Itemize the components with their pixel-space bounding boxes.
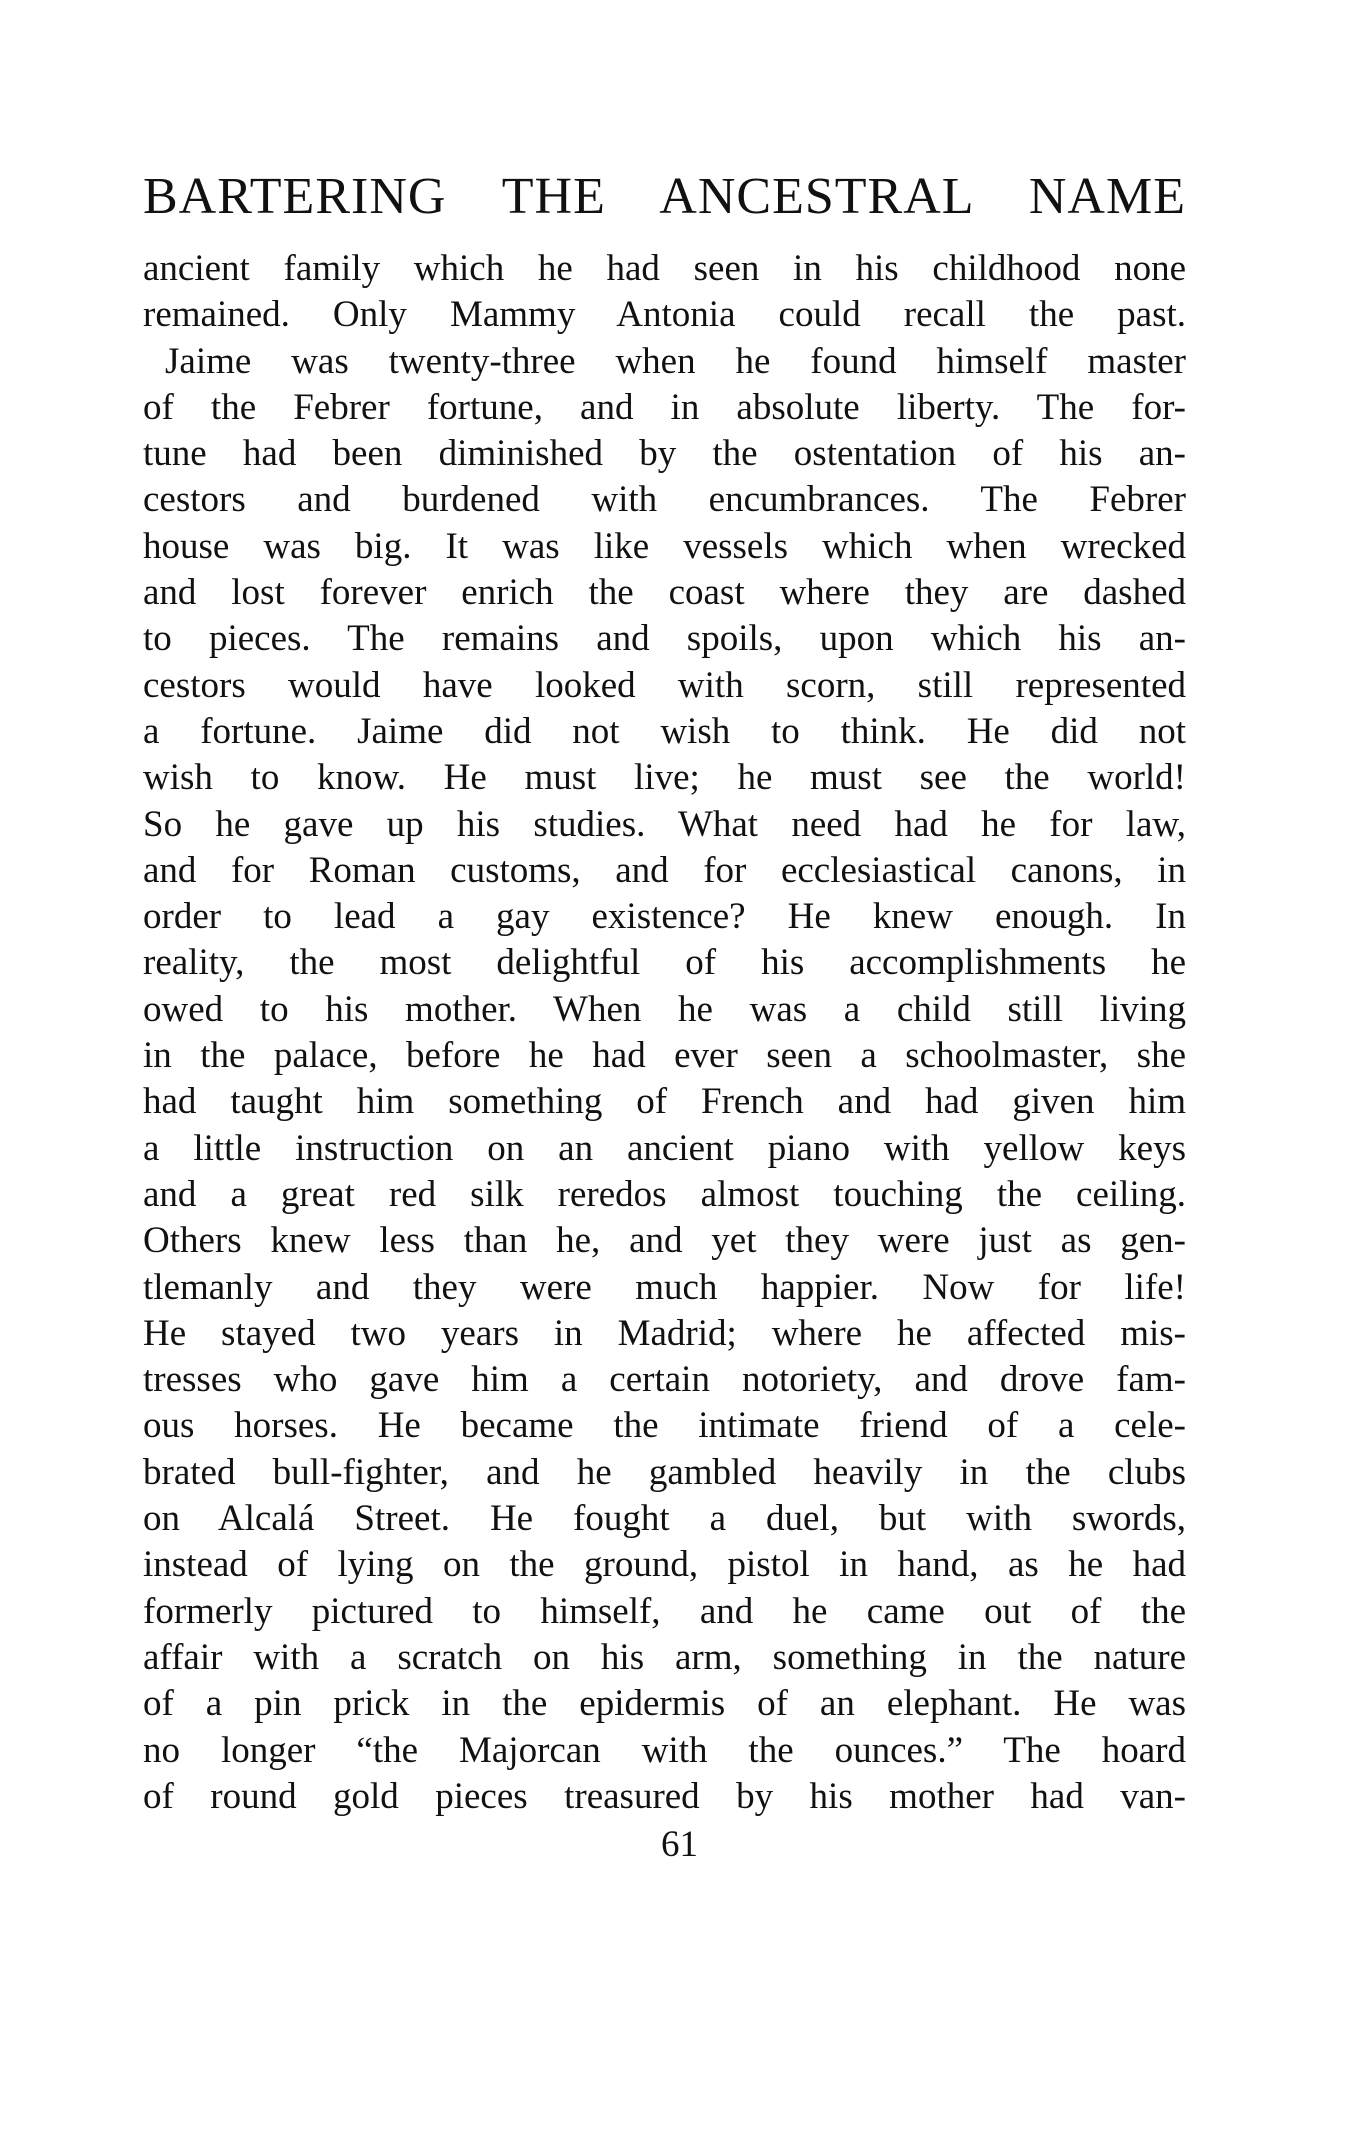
text-line: instead of lying on the ground, pistol in hand, as he had xyxy=(143,1544,1186,1586)
text-line: no longer “the Majorcan with the ounces.” The hoard xyxy=(143,1729,1186,1771)
text-line: of round gold pieces treasured by his mother had van- xyxy=(143,1775,1186,1817)
text-line: a fortune. Jaime did not wish to think. He did not xyxy=(143,710,1186,752)
text-line: He stayed two years in Madrid; where he affected mis- xyxy=(143,1312,1186,1354)
running-head: BARTERING THE ANCESTRAL NAME xyxy=(143,168,1186,225)
text-line: wish to know. He must live; he must see the world! xyxy=(143,757,1186,799)
text-line: ancient family which he had seen in his childhood none xyxy=(143,248,1186,289)
text-line: to pieces. The remains and spoils, upon which his an- xyxy=(143,618,1186,660)
text-line: remained. Only Mammy Antonia could recall the past. xyxy=(143,294,1186,336)
text-line: had taught him something of French and had given him xyxy=(143,1081,1186,1123)
text-line: owed to his mother. When he was a child still living xyxy=(143,988,1186,1030)
text-line: in the palace, before he had ever seen a schoolmaster, she xyxy=(143,1035,1186,1077)
text-line: cestors and burdened with encumbrances. The Febrer xyxy=(143,479,1186,521)
text-line: So he gave up his studies. What need had he for law, xyxy=(143,803,1186,845)
text-line: of a pin prick in the epidermis of an elephant. He was xyxy=(143,1683,1186,1725)
text-line: order to lead a gay existence? He knew enough. In xyxy=(143,896,1186,938)
text-line: and lost forever enrich the coast where they are dashed xyxy=(143,572,1186,614)
text-line: brated bull-fighter, and he gambled heavily in the clubs xyxy=(143,1451,1186,1493)
text-line: affair with a scratch on his arm, something in the nature xyxy=(143,1636,1186,1678)
text-line-paragraph-start: Jaime was twenty-three when he found himself master xyxy=(165,340,1186,382)
text-line: ous horses. He became the intimate friend of a cele- xyxy=(143,1405,1186,1447)
text-line: cestors would have looked with scorn, still represented xyxy=(143,664,1186,706)
text-line: house was big. It was like vessels which when wrecked xyxy=(143,525,1186,567)
text-line: tlemanly and they were much happier. Now for life! xyxy=(143,1266,1186,1308)
text-line: on Alcalá Street. He fought a duel, but with swords, xyxy=(143,1498,1186,1540)
text-line: and for Roman customs, and for ecclesiastical canons, in xyxy=(143,849,1186,891)
page-number: 61 xyxy=(661,1824,698,1865)
text-line: a little instruction on an ancient piano with yellow keys xyxy=(143,1127,1186,1169)
text-line: Others knew less than he, and yet they were just as gen- xyxy=(143,1220,1186,1262)
text-line: tresses who gave him a certain notoriety, and drove fam- xyxy=(143,1359,1186,1401)
text-line: formerly pictured to himself, and he came out of the xyxy=(143,1590,1186,1632)
text-line: reality, the most delightful of his accomplishments he xyxy=(143,942,1186,984)
body-text xyxy=(143,246,1186,1820)
text-line: of the Febrer fortune, and in absolute liberty. The for- xyxy=(143,386,1186,428)
text-line: and a great red silk reredos almost touching the ceiling. xyxy=(143,1173,1186,1215)
text-line: tune had been diminished by the ostentation of his an- xyxy=(143,433,1186,475)
